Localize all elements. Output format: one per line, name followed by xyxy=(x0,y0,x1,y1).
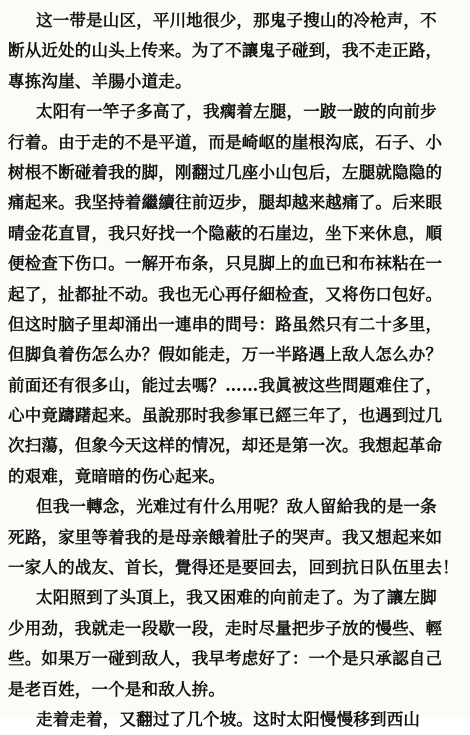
text-line: 树根不断碰着我的脚，刚翻过几座小山包后，左腿就隐隐的 xyxy=(8,162,443,182)
text-line: 便检查下伤口。一解开布条，只見脚上的血已和布袜粘在一 xyxy=(8,254,443,274)
text-line: 但脚負着伤怎么办？假如能走，万一半路遇上敌人怎么办？ xyxy=(8,345,443,365)
paragraph xyxy=(8,492,466,583)
text-line: 走着走着，又翻过了几个坡。这时太阳慢慢移到西山 xyxy=(36,709,421,729)
text-line: 一家人的战友、首长，覺得还是要回去，回到抗日队伍里去！ xyxy=(8,558,459,578)
text-line: 次扫蕩，但象今天这样的情况，却还是第一次。我想起革命 xyxy=(8,436,443,456)
text-line: 起了，扯都扯不动。我也无心再仔細检查，又将伤口包好。 xyxy=(8,284,443,304)
text-line: 但我一轉念，光难过有什么用呢？敌人留給我的是一条 xyxy=(36,497,437,517)
text-line: 是老百姓，一个是和敌人拚。 xyxy=(8,679,226,699)
text-line: 專拣沟崖、羊腸小道走。 xyxy=(8,71,192,91)
text-line: 痛起来。我坚持着繼續往前迈步，腿却越来越痛了。后来眼 xyxy=(8,193,443,213)
text-line: 这一带是山区，平川地很少，那鬼子搜山的冷枪声，不 xyxy=(36,11,437,30)
text-line: 断从近处的山头上传来。为了不讓鬼子碰到，我不走正路， xyxy=(8,41,443,61)
paragraph xyxy=(8,705,466,735)
text-line: 心中竟躊躇起来。虽說那时我参軍已經三年了，也遇到过几 xyxy=(8,406,443,426)
text-line: 的艰难，竟暗暗的伤心起来。 xyxy=(8,466,226,486)
text-line: 晴金花直冒，我只好找一个隐蔽的石崖边，坐下来休息，順 xyxy=(8,223,443,243)
body-text xyxy=(8,6,466,735)
text-line: 太阳有一竿子多高了，我瘸着左腿，一跛一跛的向前步 xyxy=(36,102,437,122)
text-line: 少用劲，我就走一段歇一段，走时尽量把步子放的慢些、輕 xyxy=(8,618,443,638)
paragraph xyxy=(8,6,466,97)
text-line: 行着。由于走的不是平道，而是崎岖的崖根沟底，石子、小 xyxy=(8,132,443,152)
paragraph xyxy=(8,583,466,705)
text-line: 但这时脑子里却涌出一連串的問号：路虽然只有二十多里， xyxy=(8,314,443,334)
text-line: 太阳照到了头頂上，我又困难的向前走了。为了讓左脚 xyxy=(36,588,437,608)
paragraph xyxy=(8,97,466,492)
text-line: 些。如果万一碰到敌人，我早考虑好了：一个是只承認自己 xyxy=(8,649,443,669)
text-line: 前面还有很多山，能过去嗎？……我眞被这些問題难住了， xyxy=(8,375,443,395)
text-line: 死路，家里等着我的是母亲餓着肚子的哭声。我又想起来如 xyxy=(8,527,443,547)
